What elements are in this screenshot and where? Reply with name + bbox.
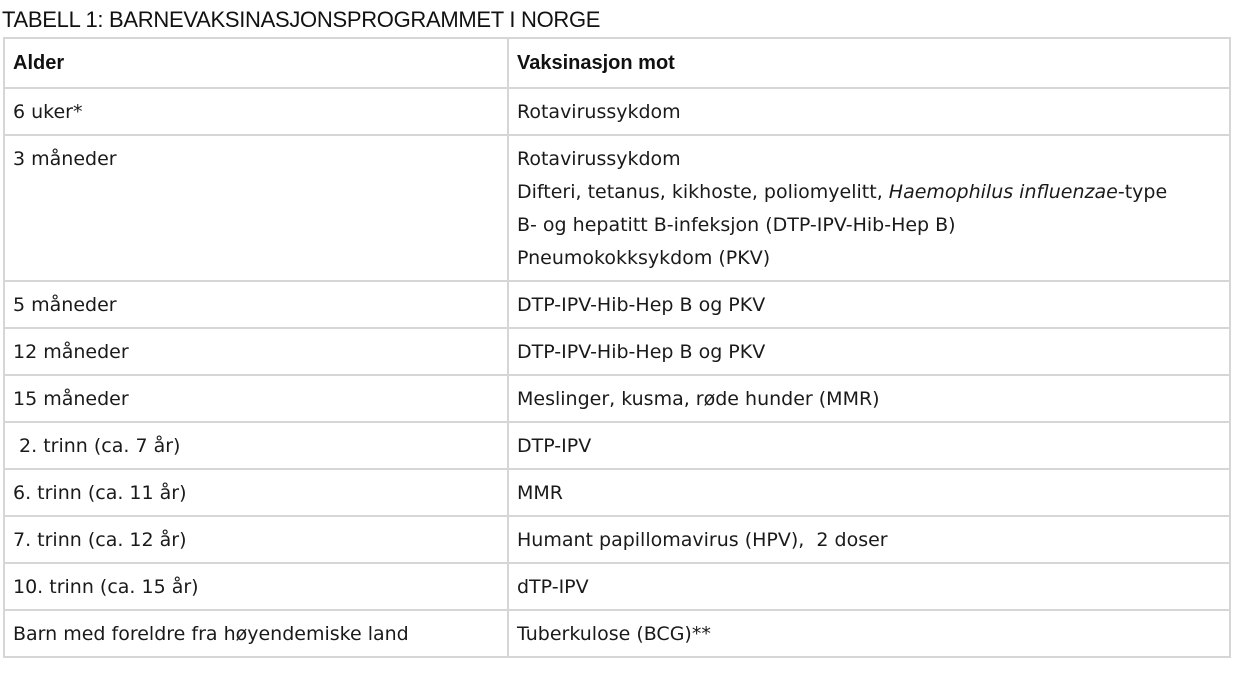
vaccination-table	[3, 37, 1231, 658]
vaccine-cell: DTP-IPV-Hib-Hep B og PKV	[508, 328, 1230, 375]
vaccine-line	[517, 176, 1221, 209]
vaccine-line: Rotavirussykdom	[517, 148, 681, 170]
age-cell: 6. trinn (ca. 11 år)	[4, 469, 508, 516]
table-row	[4, 469, 1230, 516]
age-cell: 7. trinn (ca. 12 år)	[4, 516, 508, 563]
table-row	[4, 328, 1230, 375]
vaccine-cell: DTP-IPV-Hib-Hep B og PKV	[508, 281, 1230, 328]
table-row	[4, 88, 1230, 135]
table-row	[4, 422, 1230, 469]
vaccine-cell: DTP-IPV	[508, 422, 1230, 469]
vaccine-cell: Humant papillomavirus (HPV), 2 doser	[508, 516, 1230, 563]
table-row	[4, 135, 1230, 281]
table-row	[4, 375, 1230, 422]
age-cell: 6 uker*	[4, 88, 508, 135]
vaccine-text: -type	[1117, 181, 1168, 203]
vaccine-text: Difteri, tetanus, kikhoste, poliomyelitt,	[517, 181, 889, 203]
header-age: Alder	[4, 38, 508, 88]
vaccine-cell: Tuberkulose (BCG)**	[508, 610, 1230, 657]
vaccine-line: Pneumokokksykdom (PKV)	[517, 247, 771, 269]
age-cell: Barn med foreldre fra høyendemiske land	[4, 610, 508, 657]
age-cell: 12 måneder	[4, 328, 508, 375]
age-cell: 10. trinn (ca. 15 år)	[4, 563, 508, 610]
table-header-row	[4, 38, 1230, 88]
vaccine-cell: Meslinger, kusma, røde hunder (MMR)	[508, 375, 1230, 422]
table-row	[4, 516, 1230, 563]
vaccine-cell: Rotavirussykdom	[508, 88, 1230, 135]
table-title: TABELL 1: BARNEVAKSINASJONSPROGRAMMET I NORGE	[2, 7, 601, 32]
vaccine-cell	[508, 135, 1230, 281]
vaccine-cell: MMR	[508, 469, 1230, 516]
age-cell: 15 måneder	[4, 375, 508, 422]
age-cell: 5 måneder	[4, 281, 508, 328]
table-row	[4, 281, 1230, 328]
age-cell: 3 måneder	[4, 135, 508, 281]
age-cell: 2. trinn (ca. 7 år)	[4, 422, 508, 469]
header-vaccine: Vaksinasjon mot	[508, 38, 1230, 88]
table-row	[4, 610, 1230, 657]
vaccine-italic-text: Haemophilus influenzae	[888, 181, 1118, 203]
vaccine-line: B- og hepatitt B-infeksjon (DTP-IPV-Hib-Hep B)	[517, 214, 956, 236]
table-row	[4, 563, 1230, 610]
vaccine-cell: dTP-IPV	[508, 563, 1230, 610]
